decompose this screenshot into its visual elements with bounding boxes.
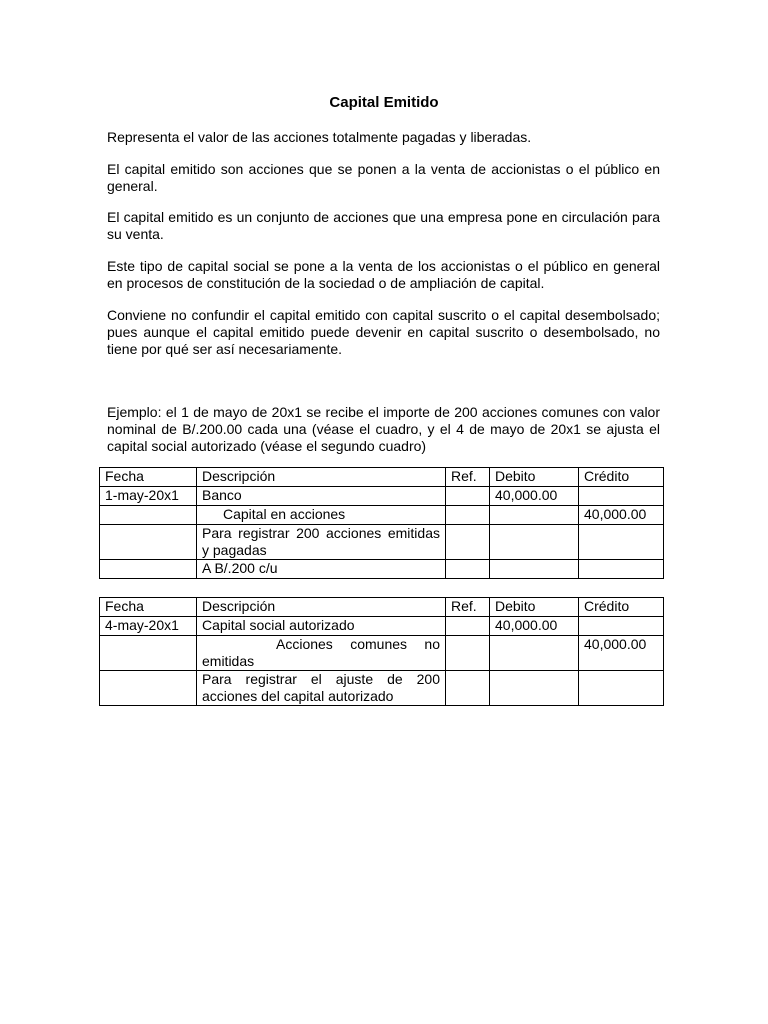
paragraph-public-sale: El capital emitido son acciones que se ponen a la venta de accionistas o el público en general. <box>107 161 660 194</box>
cell-credito <box>579 560 664 579</box>
cell-descripcion: Capital social autorizado <box>197 617 446 636</box>
cell-credito <box>579 525 664 560</box>
journal-table-adjustment <box>99 597 664 706</box>
table-row <box>100 525 664 560</box>
table-header-row <box>100 598 664 617</box>
journal-table-issue <box>99 467 664 579</box>
header-fecha: Fecha <box>100 598 197 617</box>
cell-descripcion: A B/.200 c/u <box>197 560 446 579</box>
cell-credito <box>579 617 664 636</box>
cell-ref <box>446 636 490 671</box>
cell-debito <box>490 525 579 560</box>
cell-ref <box>446 560 490 579</box>
header-ref: Ref. <box>446 598 490 617</box>
cell-ref <box>446 671 490 706</box>
cell-credito <box>579 487 664 506</box>
paragraph-constitution: Este tipo de capital social se pone a la venta de los accionistas o el público en general en procesos de constitución de la sociedad o de ampliación de capital. <box>107 258 660 291</box>
paragraph-circulation: El capital emitido es un conjunto de acciones que una empresa pone en circulación para su venta. <box>107 209 660 242</box>
cell-descripcion: Capital en acciones <box>197 506 446 525</box>
cell-debito <box>490 560 579 579</box>
cell-fecha <box>100 525 197 560</box>
table-row <box>100 560 664 579</box>
cell-descripcion: Para registrar 200 acciones emitidas y pagadas <box>197 525 446 560</box>
header-ref: Ref. <box>446 468 490 487</box>
cell-debito: 40,000.00 <box>490 617 579 636</box>
header-debito: Debito <box>490 468 579 487</box>
header-debito: Debito <box>490 598 579 617</box>
table-row <box>100 617 664 636</box>
paragraph-warning: Conviene no confundir el capital emitido con capital suscrito o el capital desembolsado; pues aunque el capital emitido puede devenir en capital suscrito o desembolsado, no tiene por qué ser así necesariamente. <box>107 307 660 357</box>
cell-debito: 40,000.00 <box>490 487 579 506</box>
page-title: Capital Emitido <box>329 94 439 111</box>
cell-descripcion: Para registrar el ajuste de 200 acciones del capital autorizado <box>197 671 446 706</box>
cell-credito <box>579 671 664 706</box>
header-descripcion: Descripción <box>197 598 446 617</box>
cell-debito <box>490 671 579 706</box>
table-row <box>100 636 664 671</box>
header-fecha: Fecha <box>100 468 197 487</box>
cell-ref <box>446 617 490 636</box>
cell-ref <box>446 525 490 560</box>
cell-ref <box>446 506 490 525</box>
cell-debito <box>490 506 579 525</box>
cell-credito: 40,000.00 <box>579 636 664 671</box>
header-credito: Crédito <box>579 468 664 487</box>
cell-fecha <box>100 560 197 579</box>
cell-debito <box>490 636 579 671</box>
cell-fecha <box>100 506 197 525</box>
table-row <box>100 487 664 506</box>
cell-fecha <box>100 671 197 706</box>
cell-fecha: 4-may-20x1 <box>100 617 197 636</box>
cell-fecha <box>100 636 197 671</box>
paragraph-definition: Representa el valor de las acciones totalmente pagadas y liberadas. <box>107 129 532 145</box>
cell-fecha: 1-may-20x1 <box>100 487 197 506</box>
cell-credito: 40,000.00 <box>579 506 664 525</box>
cell-descripcion: Acciones comunes no emitidas <box>197 636 446 671</box>
header-descripcion: Descripción <box>197 468 446 487</box>
cell-descripcion: Banco <box>197 487 446 506</box>
header-credito: Crédito <box>579 598 664 617</box>
table-row <box>100 506 664 525</box>
paragraph-example: Ejemplo: el 1 de mayo de 20x1 se recibe el importe de 200 acciones comunes con valor nominal de B/.200.00 cada una (véase el cuadro, y el 4 de mayo de 20x1 se ajusta el capital social autorizado (véase el segundo cuadro) <box>107 404 660 454</box>
table-row <box>100 671 664 706</box>
table-header-row <box>100 468 664 487</box>
cell-ref <box>446 487 490 506</box>
